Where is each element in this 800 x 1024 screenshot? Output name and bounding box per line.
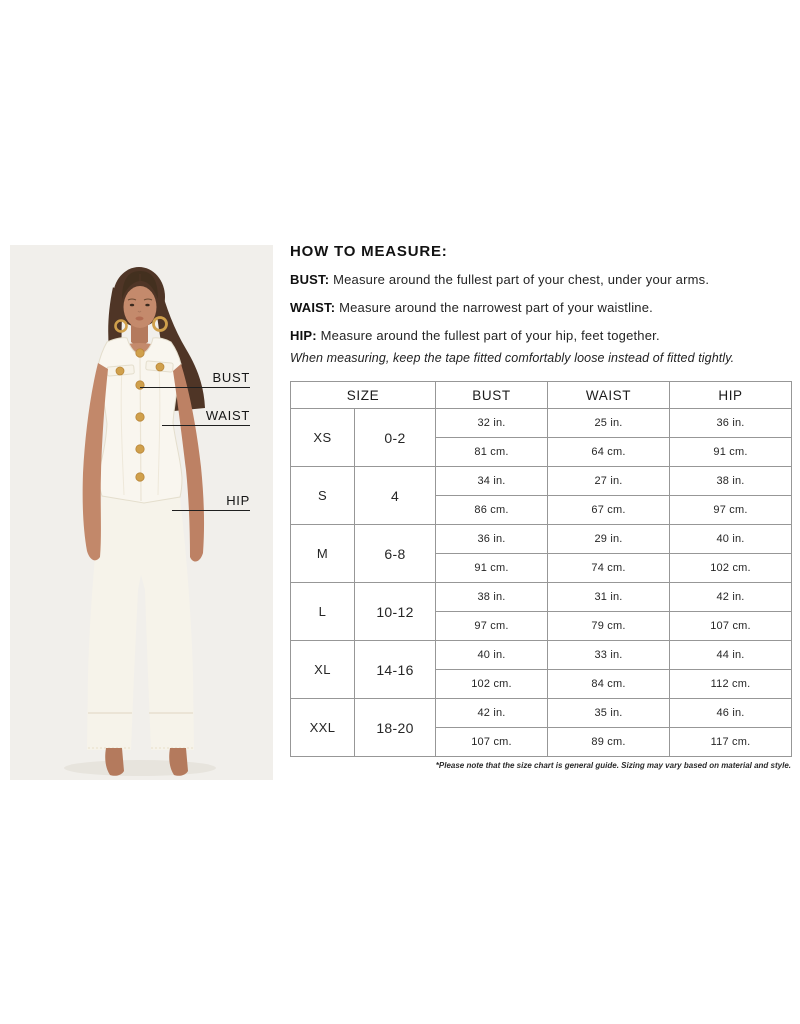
value-cell: 46 in. [670,699,792,728]
value-cell: 64 cm. [548,438,670,467]
value-cell: 36 in. [436,525,548,554]
size-cell: S [291,467,355,525]
value-cell: 33 in. [548,641,670,670]
value-cell: 31 in. [548,583,670,612]
size-range-cell: 18-20 [355,699,436,757]
value-cell: 67 cm. [548,496,670,525]
value-cell: 97 cm. [670,496,792,525]
hip-instruction [290,328,790,343]
waist-callout-label: WAIST [162,409,250,426]
value-cell: 107 cm. [436,728,548,757]
table-row [291,409,792,438]
value-cell: 117 cm. [670,728,792,757]
size-range-cell: 14-16 [355,641,436,699]
value-cell: 84 cm. [548,670,670,699]
value-cell: 42 in. [670,583,792,612]
value-cell: 44 in. [670,641,792,670]
size-chart-table [290,381,792,757]
size-cell: XS [291,409,355,467]
instruction-text: Measure around the fullest part of your chest, under your arms. [333,272,710,287]
col-header-hip: HIP [670,382,792,409]
size-cell: M [291,525,355,583]
value-cell: 27 in. [548,467,670,496]
hip-callout-label: HIP [172,494,250,511]
bust-callout-label: BUST [140,371,250,388]
value-cell: 89 cm. [548,728,670,757]
table-row [291,699,792,728]
value-cell: 86 cm. [436,496,548,525]
size-cell: XL [291,641,355,699]
size-chart-footnote: *Please note that the size chart is general guide. Sizing may vary based on material and style. [435,761,791,770]
value-cell: 32 in. [436,409,548,438]
bust-instruction [290,272,790,287]
col-header-size: SIZE [291,382,436,409]
value-cell: 81 cm. [436,438,548,467]
instruction-term: WAIST: [290,300,336,315]
value-cell: 42 in. [436,699,548,728]
col-header-bust: BUST [436,382,548,409]
value-cell: 107 cm. [670,612,792,641]
instruction-term: HIP: [290,328,317,343]
size-cell: L [291,583,355,641]
value-cell: 74 cm. [548,554,670,583]
model-photo [10,245,273,780]
face [124,286,157,328]
value-cell: 102 cm. [670,554,792,583]
value-cell: 35 in. [548,699,670,728]
instruction-text: Measure around the narrowest part of your waistline. [339,300,653,315]
size-cell: XXL [291,699,355,757]
table-row [291,583,792,612]
waist-instruction [290,300,790,315]
value-cell: 112 cm. [670,670,792,699]
value-cell: 97 cm. [436,612,548,641]
size-range-cell: 6-8 [355,525,436,583]
model-illustration [10,245,273,780]
value-cell: 34 in. [436,467,548,496]
floor-shadow [64,760,216,776]
value-cell: 38 in. [670,467,792,496]
size-range-cell: 0-2 [355,409,436,467]
measuring-note: When measuring, keep the tape fitted comfortably loose instead of fitted tightly. [290,351,735,365]
value-cell: 29 in. [548,525,670,554]
value-cell: 102 cm. [436,670,548,699]
size-range-cell: 4 [355,467,436,525]
value-cell: 40 in. [670,525,792,554]
value-cell: 40 in. [436,641,548,670]
size-range-cell: 10-12 [355,583,436,641]
value-cell: 38 in. [436,583,548,612]
instruction-text: Measure around the fullest part of your hip, feet together. [320,328,660,343]
value-cell: 36 in. [670,409,792,438]
table-row [291,467,792,496]
value-cell: 25 in. [548,409,670,438]
header-row [291,382,792,409]
page-title: HOW TO MEASURE: [290,243,448,260]
instruction-term: BUST: [290,272,330,287]
col-header-waist: WAIST [548,382,670,409]
table-row [291,525,792,554]
value-cell: 79 cm. [548,612,670,641]
value-cell: 91 cm. [670,438,792,467]
table-row [291,641,792,670]
value-cell: 91 cm. [436,554,548,583]
